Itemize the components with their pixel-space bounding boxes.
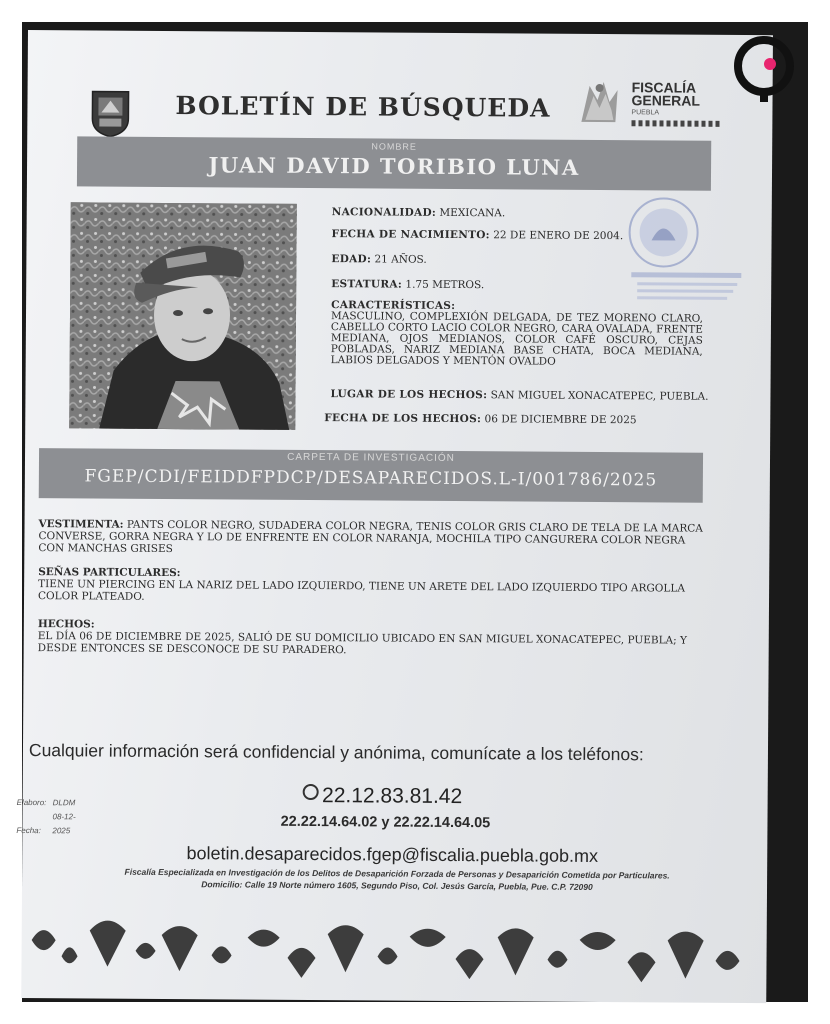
nacionalidad-value: MEXICANA. bbox=[439, 206, 506, 220]
bulletin-title: BOLETÍN DE BÚSQUEDA bbox=[175, 91, 551, 123]
vestimenta-value: PANTS COLOR NEGRO, SUDADERA COLOR NEGRA, TENIS COLOR GRIS CLARO DE TELA DE LA MARCA CONVERSE, GORRA NEGRA Y LO DE ENFRENTE EN COLOR NARANJA, MOCHILA TIPO CANGURERA COLOR NEGRA CON MANCHAS GRISES bbox=[38, 518, 703, 556]
watermark-logo-icon bbox=[734, 34, 796, 104]
whatsapp-phone bbox=[23, 782, 743, 811]
caracteristicas-block bbox=[331, 300, 703, 369]
caracteristicas-value: MASCULINO, COMPLEXIÓN DELGADA, DE TEZ MORENO CLARO, CABELLO CORTO LACIO COLOR NEGRO, CARA OVALADA, FRENTE MEDIANA, OJOS MEDIANOS, COLOR CAFÉ OSCURO, CEJAS POBLADAS, NARIZ MEDIANA BASE CHATA, BOCA MEDIANA, LABIOS DELGADOS Y MENTÓN OVALDO bbox=[330, 310, 704, 368]
lugar-row: LUGAR DE LOS HECHOS: SAN MIGUEL XONACATEPEC, PUEBLA. bbox=[330, 388, 709, 403]
elaboro-date: 08-12-2025 bbox=[52, 812, 76, 836]
carpeta-value: FGEP/CDI/FEIDDFPDCP/DESAPARECIDOS.L-I/001786/2025 bbox=[84, 466, 658, 491]
agency-line-1: FISCALÍA bbox=[631, 79, 697, 96]
hechos-block bbox=[38, 618, 706, 659]
fecha-hechos-value: 06 DE DICIEMBRE DE 2025 bbox=[484, 413, 637, 427]
nacionalidad-row: NACIONALIDAD: MEXICANA. bbox=[331, 206, 506, 220]
fiscalia-address: Domicilio: Calle 19 Norte número 1605, Segundo Piso, Col. Jesús García, Puebla, Pue. C.P. 72090 bbox=[201, 879, 593, 892]
edad-row: EDAD: 21 AÑOS. bbox=[331, 253, 427, 266]
vestimenta-block bbox=[38, 518, 706, 559]
senas-label: SEÑAS PARTICULARES: bbox=[38, 566, 181, 580]
nacimiento-row: FECHA DE NACIMIENTO: 22 DE ENERO DE 2004. bbox=[331, 228, 624, 243]
estatura-value: 1.75 METROS. bbox=[405, 278, 485, 292]
fiscalia-emblem-icon bbox=[575, 76, 623, 128]
senas-block bbox=[38, 566, 706, 607]
agency-pattern bbox=[631, 120, 721, 127]
hechos-label: HECHOS: bbox=[37, 618, 95, 631]
estatura-row: ESTATURA: 1.75 METROS. bbox=[331, 278, 485, 292]
person-photo bbox=[69, 202, 297, 430]
agency-line-3: PUEBLA bbox=[631, 109, 660, 117]
elaboro-value: DLDM bbox=[52, 798, 76, 808]
bulletin-paper bbox=[16, 30, 773, 1003]
carpeta-label: CARPETA DE INVESTIGACIÓN bbox=[287, 451, 455, 464]
person-name: JUAN DAVID TORIBIO LUNA bbox=[208, 152, 580, 180]
carpeta-band bbox=[39, 448, 703, 503]
fiscalia-name: Fiscalía Especializada en Investigación de los Delitos de Desaparición Forzada de Personas y Desaparición Cometida por Particulares. bbox=[124, 866, 670, 881]
name-label: NOMBRE bbox=[371, 141, 417, 152]
contact-email: boletin.desaparecidos.fgep@fiscalia.puebla.gob.mx bbox=[186, 843, 599, 866]
confidential-notice: Cualquier información será confidencial y anónima, comunícate a los teléfonos: bbox=[28, 740, 644, 765]
decorative-pattern bbox=[11, 910, 772, 1005]
elaboro-block: Elaboro: DLDM Fecha:08-12-2025 bbox=[16, 796, 88, 839]
alt-phones: 22.22.14.64.02 y 22.22.14.64.05 bbox=[280, 813, 491, 832]
official-seal bbox=[611, 192, 752, 313]
edad-value: 21 AÑOS. bbox=[374, 253, 427, 266]
fecha-hechos-row: FECHA DE LOS HECHOS: 06 DE DICIEMBRE DE 2025 bbox=[324, 412, 637, 427]
hechos-value: EL DÍA 06 DE DICIEMBRE DE 2025, SALIÓ DE SU DOMICILIO UBICADO EN SAN MIGUEL XONACATEPEC, PUEBLA; Y DESDE ENTONCES SE DESCONOCE DE SU PARADERO. bbox=[37, 630, 688, 657]
whatsapp-icon bbox=[303, 784, 319, 800]
name-band bbox=[77, 136, 711, 190]
person-photo-image bbox=[69, 202, 297, 430]
nacimiento-value: 22 DE ENERO DE 2004. bbox=[493, 229, 624, 243]
agency-line-2: GENERAL bbox=[631, 92, 701, 109]
lugar-value: SAN MIGUEL XONACATEPEC, PUEBLA. bbox=[490, 389, 709, 403]
caracteristicas-label: CARACTERÍSTICAS: bbox=[331, 299, 456, 312]
senas-value: TIENE UN PIERCING EN LA NARIZ DEL LADO IZQUIERDO, TIENE UN ARETE DEL LADO IZQUIERDO TIPO ARGOLLA COLOR PLATEADO. bbox=[38, 578, 685, 603]
vestimenta-label: VESTIMENTA: bbox=[38, 518, 124, 531]
puebla-shield-icon bbox=[89, 88, 131, 138]
whatsapp-number: 22.12.83.81.42 bbox=[322, 784, 463, 809]
fiscalia-logo bbox=[575, 76, 735, 133]
